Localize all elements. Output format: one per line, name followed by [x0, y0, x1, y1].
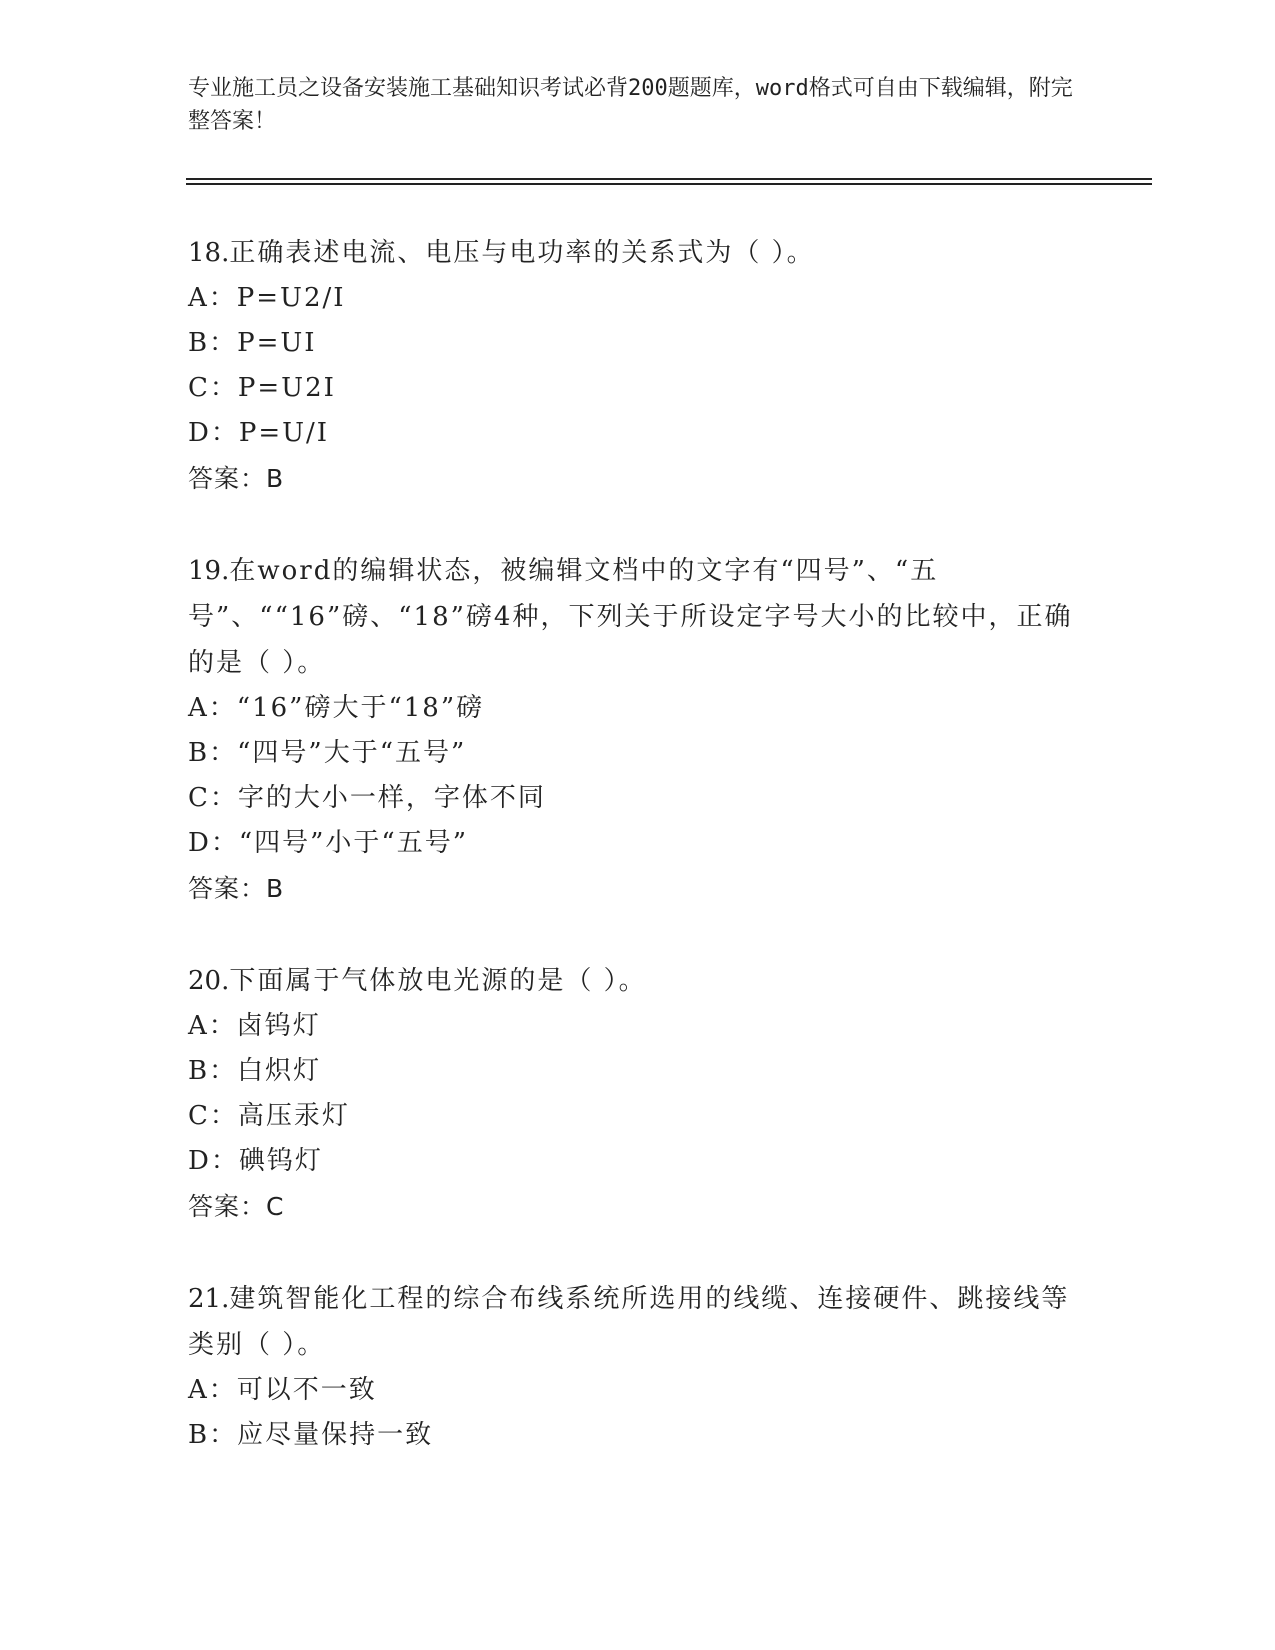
question-21	[188, 1276, 1088, 1458]
answer: 答案：B	[188, 874, 285, 903]
question-19	[188, 548, 1088, 912]
option-b: B：“四号”大于“五号”	[188, 738, 467, 768]
option-b: B：P=UI	[188, 328, 317, 358]
question-stem: 建筑智能化工程的综合布线系统所选用的线缆、连接硬件、跳接线等类别（ ）。	[188, 1284, 1070, 1360]
option-a: A：卤钨灯	[188, 1011, 321, 1041]
option-b: B：白炽灯	[188, 1056, 322, 1086]
option-a: A：“16”磅大于“18”磅	[188, 693, 485, 723]
question-stem: 在word的编辑状态，被编辑文档中的文字有“四号”、“五号”、““16”磅、“18”磅4种，下列关于所设定字号大小的比较中，正确的是（ ）。	[188, 556, 1073, 678]
option-d: D：“四号”小于“五号”	[188, 828, 469, 858]
option-d: D：P=U/I	[188, 418, 330, 448]
question-stem: 正确表述电流、电压与电功率的关系式为（ ）。	[229, 238, 815, 268]
question-text	[188, 958, 1088, 1004]
option-a: A：P=U2/I	[188, 283, 346, 313]
question-number: 20.	[188, 966, 230, 996]
question-number: 19.	[188, 556, 230, 586]
answer: 答案：B	[188, 464, 285, 493]
option-c: C：P=U2I	[188, 373, 336, 403]
answer: 答案：C	[188, 1192, 285, 1221]
question-list	[188, 230, 1088, 1504]
header-rule-bottom	[186, 183, 1152, 185]
question-number: 21.	[188, 1284, 230, 1314]
question-text	[188, 1276, 1088, 1368]
option-c: C：高压汞灯	[188, 1101, 350, 1131]
question-text	[188, 230, 1088, 276]
header-rule-top	[186, 178, 1152, 180]
option-c: C：字的大小一样，字体不同	[188, 783, 546, 813]
option-a: A：可以不一致	[188, 1375, 377, 1405]
option-d: D：碘钨灯	[188, 1146, 323, 1176]
question-text	[188, 548, 1088, 686]
question-20	[188, 958, 1088, 1230]
option-b: B：应尽量保持一致	[188, 1420, 434, 1450]
document-header: 专业施工员之设备安装施工基础知识考试必背200题题库，word格式可自由下载编辑，附完整答案！	[188, 76, 1073, 134]
question-number: 18.	[188, 238, 230, 268]
question-18	[188, 230, 1088, 502]
question-stem: 下面属于气体放电光源的是（ ）。	[229, 966, 647, 996]
